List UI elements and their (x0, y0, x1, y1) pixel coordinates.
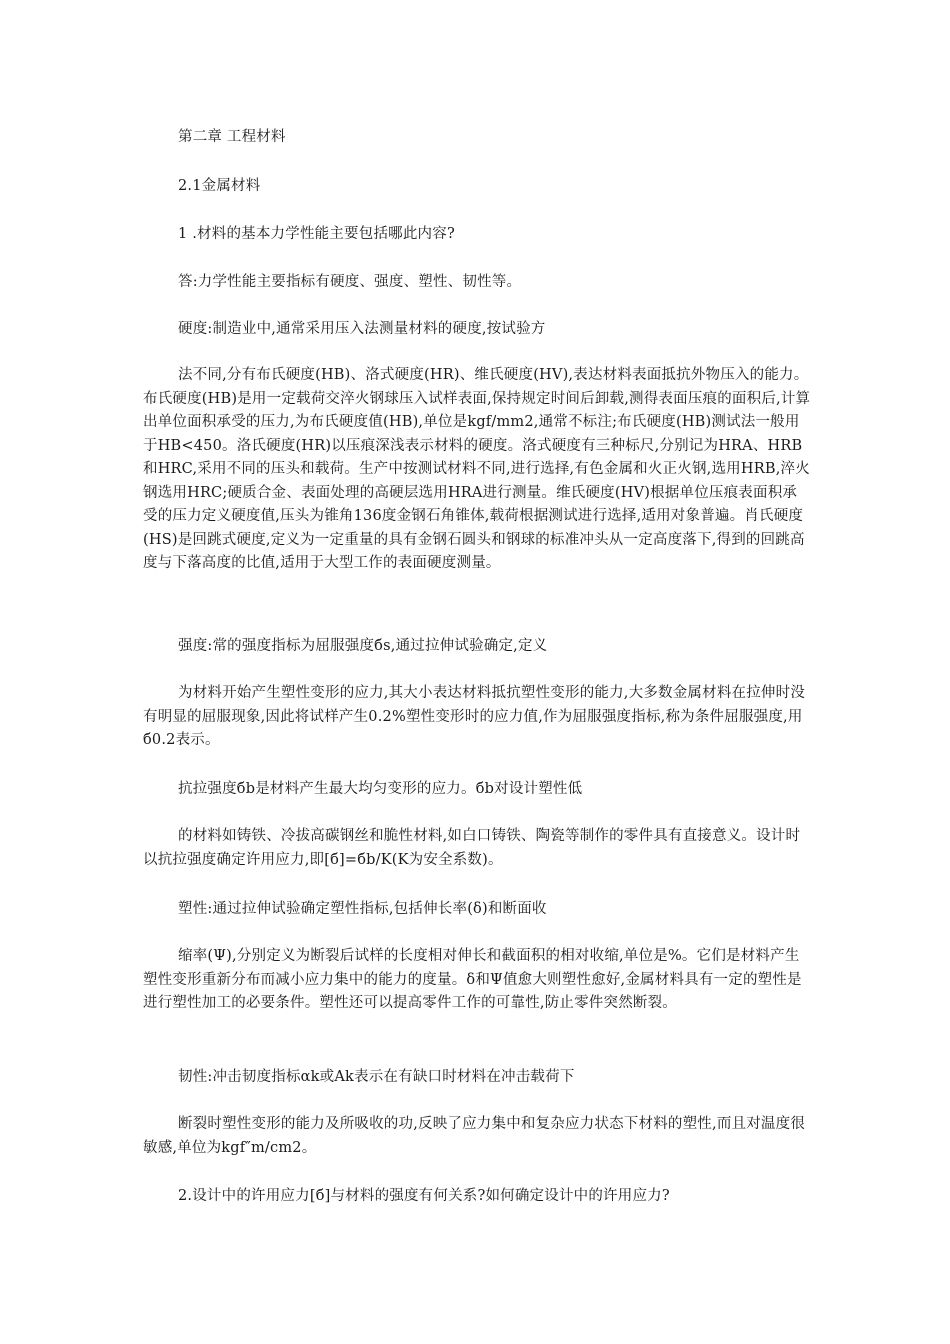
answer-1: 答:力学性能主要指标有硬度、强度、塑性、韧性等。 (178, 274, 522, 290)
hardness-intro: 硬度:制造业中,通常采用压入法测量材料的硬度,按试验方 (178, 321, 546, 337)
plasticity-intro: 塑性:通过拉伸试验确定塑性指标,包括伸长率(δ)和断面收 (178, 901, 547, 917)
strength-intro: 强度:常的强度指标为屈服强度бs,通过拉伸试验确定,定义 (178, 638, 548, 654)
tensile-body: 的材料如铸铁、冷拔高碳钢丝和脆性材料,如白口铸铁、陶瓷等制作的零件具有直接意义。设计时以抗拉强度确定许用应力,即[б]=бb/K(K为安全系数)。 (143, 828, 801, 868)
question-2: 2.设计中的许用应力[б]与材料的强度有何关系?如何确定设计中的许用应力? (178, 1188, 670, 1204)
question-1: 1 .材料的基本力学性能主要包括哪此内容? (178, 226, 455, 242)
chapter-title: 第二章 工程材料 (178, 129, 286, 145)
toughness-intro: 韧性:冲击韧度指标αk或Ak表示在有缺口时材料在冲击载荷下 (178, 1069, 575, 1085)
toughness-body: 断裂时塑性变形的能力及所吸收的功,反映了应力集中和复杂应力状态下材料的塑性,而且对温度很敏感,单位为kgf″m/cm2。 (143, 1116, 806, 1156)
plasticity-body: 缩率(Ψ),分别定义为断裂后试样的长度相对伸长和截面积的相对收缩,单位是%。它们是材料产生塑性变形重新分布而减小应力集中的能力的度量。δ和Ψ值愈大则塑性愈好,金属材料具有一定的塑性是进行塑性加工的必要条件。塑性还可以提高零件工作的可靠性,防止零件突然断裂。 (143, 948, 802, 1011)
tensile-intro: 抗拉强度бb是材料产生最大均匀变形的应力。бb对设计塑性低 (178, 781, 583, 797)
hardness-body: 法不同,分有布氏硬度(HB)、洛式硬度(HR)、维氏硬度(HV),表达材料表面抵抗外物压入的能力。布氏硬度(HB)是用一定载荷交淬火钢球压入试样表面,保持规定时间后卸载,测得表面压痕的面积后,计算出单位面积承受的压力,为布氏硬度值(HB),单位是kgf/mm2,通常不标注;布氏硬度(HB)测试法一般用于HB<450。洛氏硬度(HR)以压痕深浅表示材料的硬度。洛式硬度有三种标尺,分别记为HRA、HRB和HRC,采用不同的压头和载荷。生产中按测试材料不同,进行选择,有色金属和火正火钢,选用HRB,淬火钢选用HRC;硬质合金、表面处理的高硬层选用HRA进行测量。维氏硬度(HV)根据单位压痕表面积承受的压力定义硬度值,压头为锥角136度金钢石角锥体,载荷根据测试进行选择,适用对象普遍。肖氏硬度(HS)是回跳式硬度,定义为一定重量的具有金钢石圆头和钢球的标准冲头从一定高度落下,得到的回跳高度与下落高度的比值,适用于大型工作的表面硬度测量。 (143, 367, 811, 571)
strength-body: 为材料开始产生塑性变形的应力,其大小表达材料抵抗塑性变形的能力,大多数金属材料在拉伸时没有明显的屈服现象,因此将试样产生0.2%塑性变形时的应力值,作为屈服强度指标,称为条件屈服强度,用б0.2表示。 (143, 685, 806, 748)
section-title: 2.1金属材料 (178, 178, 261, 194)
